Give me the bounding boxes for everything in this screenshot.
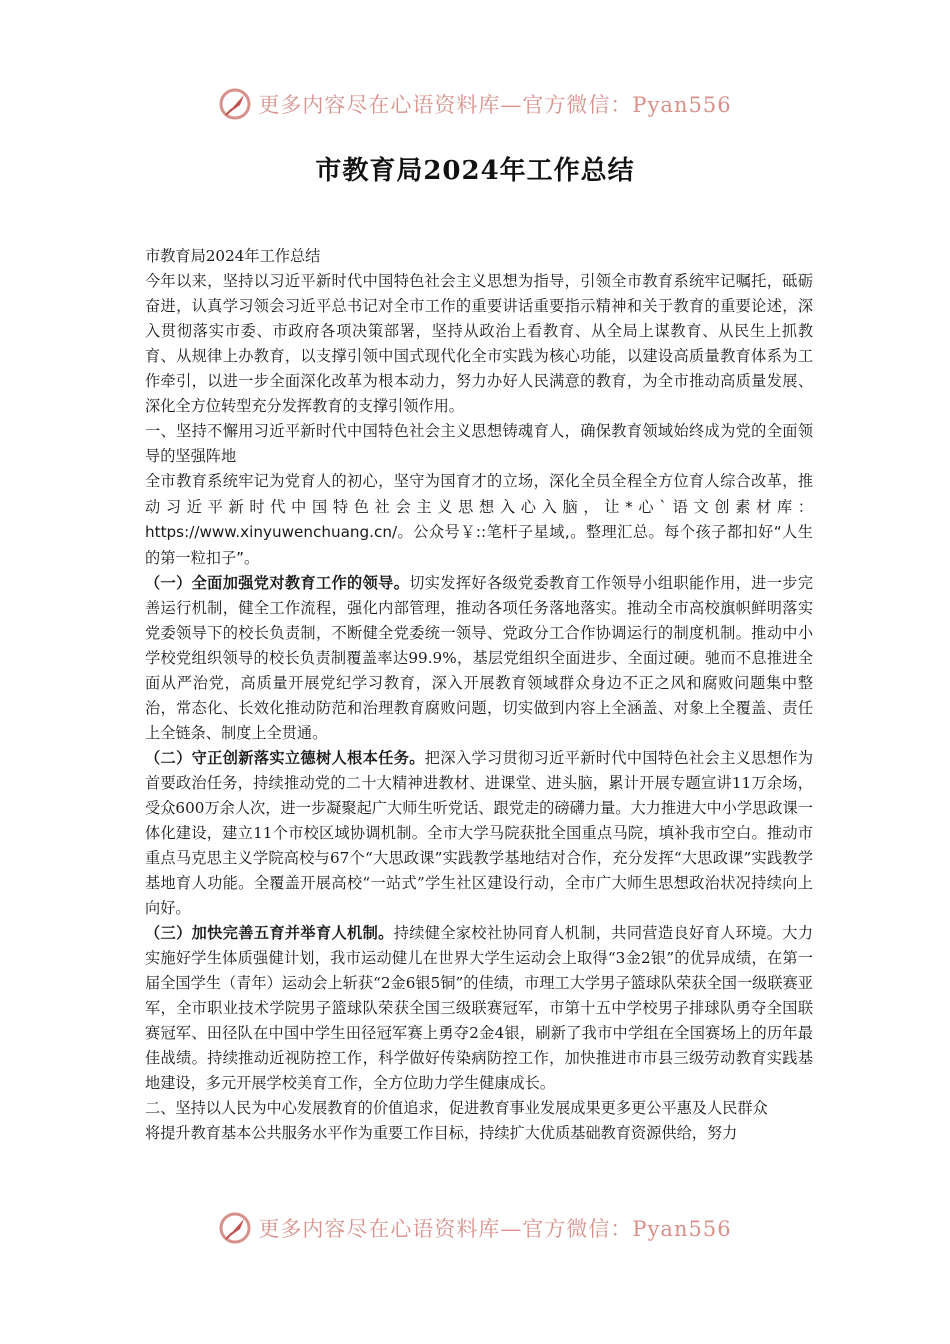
section-heading-1: 一、坚持不懈用习近平新时代中国特色社会主义思想铸魂育人，确保教育领域始终成为党的全面领导的坚强阵地 <box>145 422 813 465</box>
subtitle-line: 市教育局2024年工作总结 <box>145 247 321 265</box>
subsection-2 <box>145 746 813 921</box>
page-title: 市教育局2024年工作总结 <box>315 156 635 186</box>
quill-logo-icon <box>218 1211 252 1245</box>
watermark-banner-bottom <box>0 1208 950 1248</box>
quill-logo-icon <box>218 87 252 121</box>
paragraph-2: 将提升教育基本公共服务水平作为重要工作目标，持续扩大优质基础教育资源供给，努力 <box>145 1124 738 1142</box>
subsection-2-body: 把深入学习贯彻习近平新时代中国特色社会主义思想作为首要政治任务，持续推动党的二十大精神进教材、进课堂、进头脑，累计开展专题宣讲11万余场，受众600万余人次，进一步凝聚起广大师生听党话、跟党走的磅礴力量。大力推进大中小学思政课一体化建设，建立11个市校区域协调机制。全市大学马院获批全国重点马院，填补我市空白。推动市重点马克思主义学院高校与67个“大思政课”实践教学基地结对合作，充分发挥“大思政课”实践教学基地育人功能。全覆盖开展高校“一站式”学生社区建设行动，全市广大师生思想政治状况持续向上向好。 <box>145 749 814 917</box>
watermark-text: 更多内容尽在心语资料库—官方微信：Pyan556 <box>258 93 732 117</box>
subsection-2-heading: （二）守正创新落实立德树人根本任务。 <box>145 749 425 767</box>
subsection-3-body: 持续健全家校社协同育人机制，共同营造良好育人环境。大力实施好学生体质强健计划，我市运动健儿在世界大学生运动会上取得“3金2银”的优异成绩，在第一届全国学生（青年）运动会上斩获“2金6银5铜”的佳绩，市理工大学男子篮球队荣获全国一级联赛亚军，全市职业技术学院男子篮球队荣获全国三级联赛冠军，市第十五中学校男子排球队勇夺全国联赛冠军、田径队在中国中学生田径冠军赛上勇夺2金4银，刷新了我市中学组在全国赛场上的历年最佳战绩。持续推动近视防控工作，科学做好传染病防控工作，加快推进市市县三级劳动教育实践基地建设，多元开展学校美育工作，全方位助力学生健康成长。 <box>145 924 814 1092</box>
watermark-text: 更多内容尽在心语资料库—官方微信：Pyan556 <box>258 1217 732 1241</box>
subsection-1-heading: （一）全面加强党对教育工作的领导。 <box>145 574 410 592</box>
subsection-3-heading: （三）加快完善五育并举育人机制。 <box>145 924 394 942</box>
subsection-3 <box>145 921 813 1096</box>
document-body <box>145 244 813 1146</box>
intro-paragraph: 今年以来，坚持以习近平新时代中国特色社会主义思想为指导，引领全市教育系统牢记嘱托，砥砺奋进，认真学习领会习近平总书记对全市工作的重要讲话重要指示精神和关于教育的重要论述，深入贯彻落实市委、市政府各项决策部署，坚持从政治上看教育、从全局上谋教育、从民生上抓教育、从规律上办教育，以支撑引领中国式现代化全市实践为核心功能，以建设高质量教育体系为工作牵引，以进一步全面深化改革为根本动力，努力办好人民满意的教育，为全市推动高质量发展、深化全方位转型充分发挥教育的支撑引领作用。 <box>145 272 813 415</box>
section-heading-2: 二、坚持以人民为中心发展教育的价值追求，促进教育事业发展成果更多更公平惠及人民群众 <box>145 1099 768 1117</box>
watermark-banner-top <box>0 84 950 124</box>
paragraph-1: 全市教育系统牢记为党育人的初心，坚守为国育才的立场，深化全员全程全方位育人综合改革，推动习近平新时代中国特色社会主义思想入心入脑，让*心`语文创素材库：https://www.xinyuwenchuang.cn/。公众号￥::笔杆子星域,。整理汇总。每个孩子都扣好“人生的第一粒扣子”。 <box>145 472 813 567</box>
subsection-1-body: 切实发挥好各级党委教育工作领导小组职能作用，进一步完善运行机制，健全工作流程，强化内部管理，推动各项任务落地落实。推动全市高校旗帜鲜明落实党委领导下的校长负责制，不断健全党委统一领导、党政分工合作协调运行的制度机制。推动中小学校党组织领导的校长负责制覆盖率达99.9%，基层党组织全面进步、全面过硬。驰而不息推进全面从严治党，高质量开展党纪学习教育，深入开展教育领域群众身边不正之风和腐败问题集中整治，常态化、长效化推动防范和治理教育腐败问题，切实做到内容上全涵盖、对象上全覆盖、责任上全链条、制度上全贯通。 <box>145 574 814 742</box>
subsection-1 <box>145 571 813 746</box>
